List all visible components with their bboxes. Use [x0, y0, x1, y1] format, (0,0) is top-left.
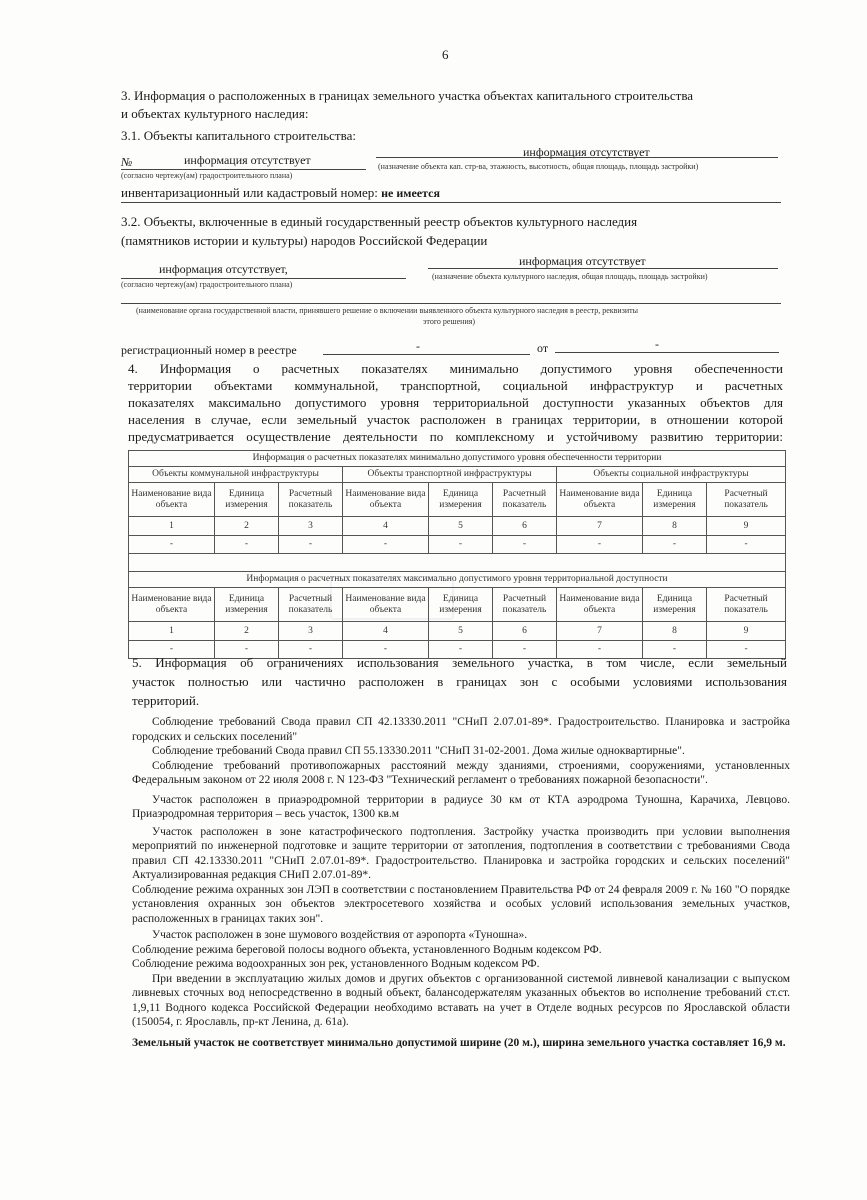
number-sign: №	[121, 155, 133, 169]
value-cell: -	[279, 536, 343, 554]
number-cell: 1	[129, 622, 215, 641]
section-5-line-2: участок полностью или частично расположен в границах зон с особыми условиями использования	[132, 674, 787, 689]
registry-date-label: от	[537, 341, 549, 355]
number-cell: 6	[493, 622, 557, 641]
watermark-stamp	[330, 576, 454, 620]
value-cell: -	[429, 641, 493, 659]
underline-heritage-drawing	[121, 278, 406, 279]
caption-heritage-purpose: (назначение объекта культурного наследия, общая площадь, площадь застройки)	[432, 272, 708, 281]
registry-date-value: -	[655, 337, 659, 351]
page-number: 6	[442, 47, 449, 62]
header-cell: Расчетный показатель	[493, 483, 557, 517]
number-cell: 9	[707, 517, 786, 536]
inventory-label-text: инвентаризационный или кадастровый номер:	[121, 185, 378, 200]
value-cell: -	[215, 536, 279, 554]
section-3-1-title: 3.1. Объекты капитального строительства:	[121, 128, 356, 143]
section-3-title-line-1: 3. Информация о расположенных в границах земельного участка объектах капитального строительства	[121, 88, 694, 103]
header-cell: Расчетный показатель	[707, 588, 786, 622]
section-3-2-title-line-1: 3.2. Объекты, включенные в единый государственный реестр объектов культурного наследия	[121, 214, 638, 229]
value-cell: -	[279, 641, 343, 659]
header-cell: Расчетный показатель	[279, 483, 343, 517]
number-cell: 4	[343, 517, 429, 536]
restriction-paragraph: Соблюдение режима береговой полосы водного объекта, установленного Водным кодексом РФ.	[132, 943, 602, 956]
registry-value: -	[416, 339, 420, 353]
caption-heritage-org-line-2: этого решения)	[423, 317, 476, 326]
header-cell: Расчетный показатель	[279, 588, 343, 622]
restriction-paragraph: Соблюдение требований Свода правил СП 42.13330.2011 "СНиП 2.07.01-89*. Градостроительство. Планировка и застройка городских и сельских поселений"	[132, 716, 790, 743]
number-cell: 8	[643, 622, 707, 641]
number-cell: 1	[129, 517, 215, 536]
caption-heritage-org-line-1: (наименование органа государственной власти, принявшего решение о включении выявленного объекта культурного наследия в реестр, реквизиты	[136, 306, 639, 315]
section-4-line-2: территории объектами коммунальной, транспортной, социальной инфраструктур и расчетных	[128, 378, 783, 393]
underline-registry-date	[555, 352, 779, 353]
value-cell: -	[557, 536, 643, 554]
value-cell: -	[129, 641, 215, 659]
number-cell: 7	[557, 517, 643, 536]
underline-heritage-org	[121, 303, 781, 304]
purpose-value: информация отсутствует	[523, 145, 650, 159]
header-cell: Наименование вида объекта	[557, 588, 643, 622]
header-cell: Расчетный показатель	[707, 483, 786, 517]
underline-purpose	[376, 157, 778, 158]
restriction-paragraph: Соблюдение требований противопожарных расстояний между зданиями, строениями, сооружениями, установленных Федеральным законом от 22 июля 2008 г. N 123-ФЗ "Технический регламент о требованиях пожарной безопасности".	[132, 759, 790, 786]
inventory-value: не имеется	[381, 186, 440, 200]
underline-drawing	[121, 169, 366, 170]
section-5-line-3: территорий.	[132, 693, 200, 708]
value-cell: -	[215, 641, 279, 659]
header-cell: Наименование вида объекта	[129, 588, 215, 622]
value-cell: -	[343, 641, 429, 659]
value-cell: -	[129, 536, 215, 554]
number-cell: 2	[215, 622, 279, 641]
table-2-title: Информация о расчетных показателях максимально допустимого уровня территориальной доступности	[129, 572, 786, 588]
restriction-paragraph: Участок расположен в зоне катастрофического подтопления. Застройку участка производить при условии выполнения мероприятий по инженерной подготовке и защите территории от затопления, подтопления в соответствии с требованиями Свода правил СП 42.13330.2011 "СНиП 2.07.01-89*. Градостроительство. Планировка и застройка городских и сельских поселений" Актуализированная редакция СНиП 2.07.01-89*.	[132, 825, 790, 881]
value-cell: -	[557, 641, 643, 659]
underline-registry	[323, 354, 530, 355]
value-cell: -	[493, 641, 557, 659]
conclusion-paragraph: Земельный участок не соответствует минимально допустимой ширине (20 м.), ширина земельного участка составляет 16,9 м.	[132, 1036, 786, 1049]
header-cell: Наименование вида объекта	[343, 483, 429, 517]
value-cell: -	[707, 641, 786, 659]
value-cell: -	[707, 536, 786, 554]
heritage-drawing-value: информация отсутствует,	[159, 262, 288, 276]
inventory-label	[121, 185, 440, 201]
table-title: Информация о расчетных показателях минимально допустимого уровня обеспеченности территории	[129, 451, 786, 467]
restrictions-text	[132, 712, 790, 1053]
restriction-paragraph: Участок расположен в зоне шумового воздействия от аэропорта «Туношна».	[152, 929, 528, 941]
group-transport: Объекты транспортной инфраструктуры	[343, 467, 557, 483]
table-min-provision	[128, 450, 786, 659]
header-cell: Единица измерения	[643, 483, 707, 517]
restriction-paragraph: Соблюдение требований Свода правил СП 55.13330.2011 "СНиП 31-02-2001. Дома жилые одноквартирные".	[152, 745, 685, 757]
section-4-line-3: показателях максимально допустимого уровня территориальной доступности указанных объектов для	[128, 395, 783, 410]
header-cell: Единица измерения	[215, 588, 279, 622]
section-4-line-4: населения в случае, если земельный участок расположен в границах территории, в отношении которой	[128, 412, 783, 427]
group-social: Объекты социальной инфраструктуры	[557, 467, 786, 483]
caption-purpose: (назначение объекта кап. стр-ва, этажность, высотность, общая площадь, площадь застройки)	[378, 162, 699, 171]
restriction-paragraph: Участок расположен в приаэродромной территории в радиусе 30 км от КТА аэродрома Туношна, Карачиха, Левцово. Приаэродромная территория – весь участок, 1300 кв.м	[132, 793, 790, 820]
header-cell: Единица измерения	[429, 483, 493, 517]
section-4-line-1: 4. Информация о расчетных показателях минимально допустимого уровня обеспеченности	[128, 361, 783, 376]
group-communal: Объекты коммунальной инфраструктуры	[129, 467, 343, 483]
caption-drawing: (согласно чертежу(ам) градостроительного плана)	[121, 171, 293, 180]
value-cell: -	[643, 536, 707, 554]
number-cell: 5	[429, 517, 493, 536]
number-cell: 7	[557, 622, 643, 641]
number-cell: 4	[343, 622, 429, 641]
header-cell: Единица измерения	[643, 588, 707, 622]
underline-inventory	[121, 202, 781, 203]
number-cell: 3	[279, 517, 343, 536]
section-4-line-5: предусматривается осуществление деятельности по комплексному и устойчивому развитию территории:	[128, 429, 783, 444]
header-cell: Наименование вида объекта	[129, 483, 215, 517]
table-spacer	[129, 554, 786, 572]
drawing-value: информация отсутствует	[184, 153, 311, 167]
value-cell: -	[343, 536, 429, 554]
heritage-purpose-value: информация отсутствует	[519, 254, 646, 268]
number-cell: 9	[707, 622, 786, 641]
section-5-line-1: 5. Информация об ограничениях использования земельного участка, в том числе, если земельный	[132, 655, 787, 670]
registry-label: регистрационный номер в реестре	[121, 343, 297, 357]
number-cell: 2	[215, 517, 279, 536]
header-cell: Единица измерения	[429, 588, 493, 622]
number-cell: 3	[279, 622, 343, 641]
restriction-paragraph: Соблюдение режима водоохранных зон рек, установленного Водным кодексом РФ.	[132, 958, 540, 970]
restriction-paragraph: При введении в эксплуатацию жилых домов и других объектов с организованной системой ливневой канализации с выпуском ливневых сточных вод непосредственно в водный объект, балансодержателям указанных объектов во исполнение требований ст.ст. 1,9,11 Водного кодекса Российской Федерации необходимо вставать на учет в Отделе водных ресурсов по Ярославской области (150054, г. Ярославль, пр-кт Ленина, д. 61а).	[132, 972, 790, 1028]
value-cell: -	[643, 641, 707, 659]
number-cell: 8	[643, 517, 707, 536]
header-cell: Наименование вида объекта	[343, 588, 429, 622]
caption-heritage-drawing: (согласно чертежу(ам) градостроительного плана)	[121, 280, 293, 289]
header-cell: Единица измерения	[215, 483, 279, 517]
section-3-title-line-2: и объектах культурного наследия:	[121, 106, 309, 121]
underline-heritage-purpose	[428, 268, 778, 269]
value-cell: -	[493, 536, 557, 554]
section-3-2-title-line-2: (памятников истории и культуры) народов Российской Федерации	[121, 233, 488, 248]
number-cell: 6	[493, 517, 557, 536]
number-cell: 5	[429, 622, 493, 641]
restriction-paragraph: Соблюдение режима охранных зон ЛЭП в соответствии с постановлением Правительства РФ от 24 февраля 2009 г. № 160 "О порядке установления охранных зон объектов электросетевого хозяйства и особых условий использования земельных участков, расположенных в границах таких зон".	[132, 883, 790, 925]
value-cell: -	[429, 536, 493, 554]
header-cell: Расчетный показатель	[493, 588, 557, 622]
header-cell: Наименование вида объекта	[557, 483, 643, 517]
